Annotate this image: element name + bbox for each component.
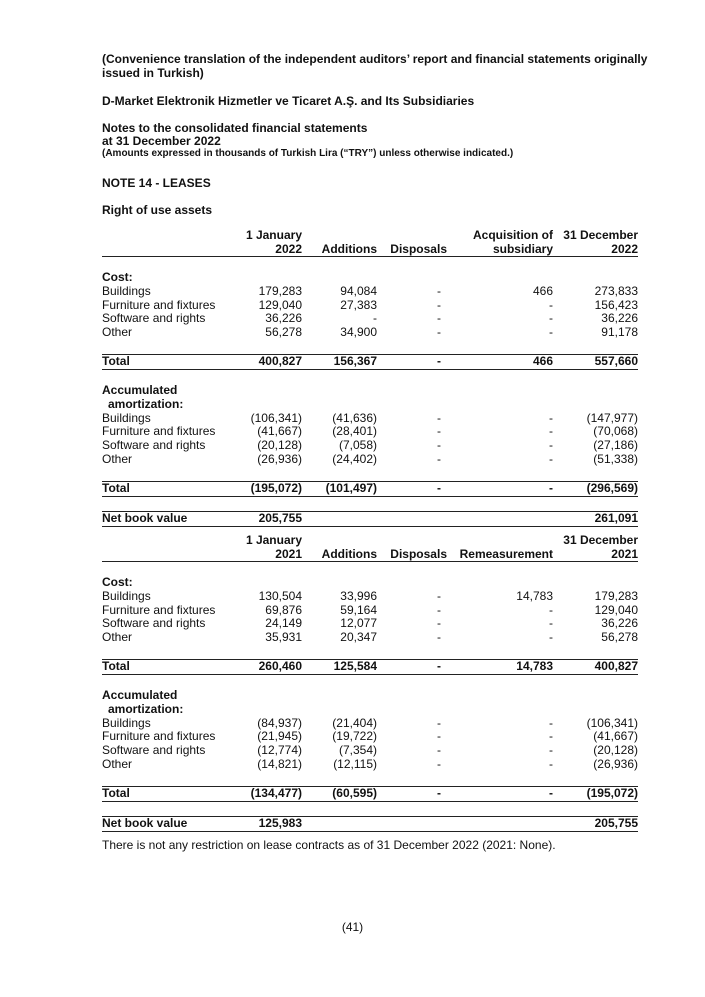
value-disposals: - <box>437 325 441 340</box>
value-col4: - <box>549 311 553 326</box>
value-disposals: - <box>437 451 441 466</box>
value-closing: (195,072) <box>553 786 638 801</box>
value-opening: 35,931 <box>265 630 302 645</box>
value-opening: 24,149 <box>265 616 302 631</box>
table-header-row <box>102 533 638 562</box>
value-disposals: - <box>437 756 441 771</box>
spacer-cell <box>102 801 638 816</box>
value-opening: 130,504 <box>258 588 302 603</box>
value-disposals: - <box>437 424 441 439</box>
value-opening: (26,936) <box>257 451 302 466</box>
table-row <box>102 312 638 326</box>
value-additions: (12,115) <box>333 756 377 771</box>
value-closing: (51,338) <box>593 451 638 466</box>
row-label: Software and rights <box>102 438 206 453</box>
value-col4: - <box>549 424 553 439</box>
table-row <box>102 786 638 801</box>
row-label: Total <box>102 354 232 369</box>
row-label: Other <box>102 451 133 466</box>
spacer-cell <box>102 496 638 511</box>
spacer-cell <box>102 340 638 355</box>
value-opening: (41,667) <box>257 424 302 439</box>
value-opening: (84,937) <box>257 715 302 730</box>
value-additions: 59,164 <box>340 602 377 617</box>
value-disposals: - <box>437 715 441 730</box>
row-label: Furniture and fixtures <box>102 602 216 617</box>
row-label: Furniture and fixtures <box>102 729 216 744</box>
value-opening: 56,278 <box>265 325 302 340</box>
spacer-row <box>102 496 638 511</box>
value-disposals: - <box>437 438 441 453</box>
net-book-value-row <box>102 816 638 831</box>
table-row <box>102 659 638 674</box>
value-opening: 125,983 <box>232 816 302 831</box>
value-opening: 129,040 <box>258 297 302 312</box>
row-label: Buildings <box>102 283 151 298</box>
page-number: (41) <box>341 920 364 934</box>
table-row <box>102 453 638 467</box>
value-disposals: - <box>437 602 441 617</box>
company-name: D-Market Elektronik Hizmetler ve Ticaret A.Ş. and Its Subsidiaries <box>102 94 475 108</box>
value-disposals: - <box>437 588 441 603</box>
value-col4: - <box>549 715 553 730</box>
row-label: Software and rights <box>102 616 206 631</box>
spacer-row <box>102 467 638 482</box>
value-closing: 261,091 <box>553 511 638 526</box>
note-title: NOTE 14 - LEASES <box>102 176 211 190</box>
row-label: Software and rights <box>102 743 206 758</box>
value-closing: (70,068) <box>593 424 638 439</box>
value-additions: (60,595) <box>302 786 377 801</box>
value-closing: (41,667) <box>593 729 638 744</box>
value-col4: - <box>549 729 553 744</box>
value-closing: (20,128) <box>593 743 638 758</box>
spacer-cell <box>102 645 638 660</box>
table-row <box>102 730 638 744</box>
table-row <box>102 631 638 645</box>
row-label: Furniture and fixtures <box>102 424 216 439</box>
row-label: Other <box>102 756 133 771</box>
value-disposals: - <box>437 311 441 326</box>
table-row <box>102 590 638 604</box>
row-label: Software and rights <box>102 311 206 326</box>
value-opening: (20,128) <box>257 438 302 453</box>
value-closing: 557,660 <box>553 354 638 369</box>
cost-section-label: Cost: <box>102 270 133 284</box>
notes-title: Notes to the consolidated financial statements <box>102 121 368 135</box>
value-closing: 36,226 <box>601 311 638 326</box>
amortization-section <box>102 689 638 703</box>
cost-section <box>102 576 638 590</box>
value-col4: - <box>549 438 553 453</box>
convenience-note: (Convenience translation of the independent auditors’ report and financial statements originally issued in Turkish) <box>102 52 648 80</box>
table-row <box>102 354 638 369</box>
row-label: Net book value <box>102 816 232 831</box>
value-disposals: - <box>437 616 441 631</box>
value-col4: 466 <box>532 283 553 298</box>
spacer-row <box>102 645 638 660</box>
row-label: Net book value <box>102 511 232 526</box>
value-additions: 20,347 <box>340 630 377 645</box>
date-line: at 31 December 2022 <box>102 134 221 148</box>
cost-section-label: Cost: <box>102 575 133 589</box>
value-opening: (134,477) <box>232 786 302 801</box>
value-opening: 179,283 <box>258 283 302 298</box>
value-col4: - <box>549 616 553 631</box>
table-row <box>102 425 638 439</box>
table-row <box>102 758 638 772</box>
amortization-label-line2: amortization: <box>108 701 184 716</box>
value-closing: 129,040 <box>594 602 638 617</box>
table-row <box>102 326 638 340</box>
spacer-row <box>102 772 638 787</box>
value-additions: (41,636) <box>332 410 377 425</box>
value-closing: 36,226 <box>601 616 638 631</box>
value-disposals: - <box>377 354 447 369</box>
spacer-row <box>102 369 638 384</box>
row-label: Furniture and fixtures <box>102 297 216 312</box>
value-additions: (21,404) <box>332 715 377 730</box>
table-row <box>102 412 638 426</box>
spacer-row <box>102 257 638 272</box>
col-header-1-january: 1 January 2022 <box>232 228 302 257</box>
value-additions: (7,058) <box>338 438 377 453</box>
value-opening: 260,460 <box>232 659 302 674</box>
value-disposals: - <box>437 283 441 298</box>
col-header-disposals: Disposals <box>377 533 447 562</box>
empty-cell <box>377 816 447 831</box>
spacer-cell <box>102 772 638 787</box>
value-opening: (21,945) <box>257 729 302 744</box>
value-closing: (26,936) <box>593 756 638 771</box>
table-row <box>102 617 638 631</box>
value-col4: 14,783 <box>516 588 553 603</box>
value-disposals: - <box>437 743 441 758</box>
value-closing: (106,341) <box>586 715 638 730</box>
value-col4: 466 <box>447 354 553 369</box>
spacer-cell <box>102 674 638 689</box>
empty-cell <box>377 511 447 526</box>
value-additions: (101,497) <box>302 481 377 496</box>
section-title: Right of use assets <box>102 203 213 217</box>
value-closing: 179,283 <box>594 588 638 603</box>
value-closing: 273,833 <box>594 283 638 298</box>
value-col4: - <box>549 325 553 340</box>
spacer-row <box>102 562 638 577</box>
value-col4: - <box>549 602 553 617</box>
table-row <box>102 717 638 731</box>
value-col4: - <box>549 410 553 425</box>
value-disposals: - <box>437 410 441 425</box>
col-header-remeasurement: Remeasurement <box>447 533 553 562</box>
row-label: Total <box>102 659 232 674</box>
value-opening: (12,774) <box>257 743 302 758</box>
value-disposals: - <box>377 659 447 674</box>
value-additions: 156,367 <box>302 354 377 369</box>
col-header-additions: Additions <box>302 533 377 562</box>
value-additions: 34,900 <box>340 325 377 340</box>
value-opening: 205,755 <box>232 511 302 526</box>
value-closing: 91,178 <box>601 325 638 340</box>
value-additions: 94,084 <box>340 283 377 298</box>
cost-section <box>102 271 638 285</box>
amortization-section-line2 <box>102 703 638 717</box>
col-header-31-december: 31 December 2021 <box>553 533 638 562</box>
empty-cell <box>447 511 553 526</box>
table-row <box>102 285 638 299</box>
amounts-note: (Amounts expressed in thousands of Turkish Lira (“TRY”) unless otherwise indicated.) <box>102 148 514 159</box>
amortization-section <box>102 384 638 398</box>
value-opening: (195,072) <box>232 481 302 496</box>
value-opening: (106,341) <box>250 410 302 425</box>
value-closing: (27,186) <box>593 438 638 453</box>
row-label: Buildings <box>102 410 151 425</box>
amortization-section-label: Accumulated <box>102 687 178 702</box>
value-additions: (28,401) <box>332 424 377 439</box>
value-col4: - <box>549 630 553 645</box>
value-additions: (19,722) <box>332 729 377 744</box>
value-disposals: - <box>377 481 447 496</box>
table-row <box>102 744 638 758</box>
value-opening: 400,827 <box>232 354 302 369</box>
row-label: Other <box>102 325 133 340</box>
col-header-disposals: Disposals <box>377 228 447 257</box>
value-col4: - <box>447 786 553 801</box>
spacer-cell <box>102 562 638 577</box>
spacer-cell <box>102 257 638 272</box>
amortization-section-label: Accumulated <box>102 382 178 397</box>
value-additions: 27,383 <box>340 297 377 312</box>
value-col4: 14,783 <box>447 659 553 674</box>
footer-note: There is not any restriction on lease contracts as of 31 December 2022 (2021: None). <box>102 838 556 852</box>
value-additions: (24,402) <box>332 451 377 466</box>
lease-table-2022 <box>102 228 638 527</box>
value-closing: 400,827 <box>553 659 638 674</box>
value-additions: 33,996 <box>340 588 377 603</box>
value-closing: 56,278 <box>601 630 638 645</box>
value-additions: (7,354) <box>338 743 377 758</box>
spacer-row <box>102 801 638 816</box>
col-header-1-january: 1 January 2021 <box>232 533 302 562</box>
empty-cell <box>302 816 377 831</box>
value-closing: 205,755 <box>553 816 638 831</box>
value-additions: - <box>373 311 377 326</box>
table-row <box>102 604 638 618</box>
col-header-additions: Additions <box>302 228 377 257</box>
spacer-cell <box>102 369 638 384</box>
value-closing: (296,569) <box>553 481 638 496</box>
value-col4: - <box>549 756 553 771</box>
row-label: Total <box>102 481 232 496</box>
row-label: Total <box>102 786 232 801</box>
value-disposals: - <box>437 297 441 312</box>
value-additions: 12,077 <box>340 616 377 631</box>
col-header-31-december: 31 December 2022 <box>553 228 638 257</box>
col-header-acquisition: Acquisition of subsidiary <box>447 228 553 257</box>
empty-cell <box>447 816 553 831</box>
value-disposals: - <box>437 729 441 744</box>
spacer-row <box>102 340 638 355</box>
value-disposals: - <box>377 786 447 801</box>
table-header-row <box>102 228 638 257</box>
value-col4: - <box>549 743 553 758</box>
net-book-value-row <box>102 511 638 526</box>
value-closing: (147,977) <box>586 410 638 425</box>
row-label: Buildings <box>102 715 151 730</box>
value-opening: (14,821) <box>257 756 302 771</box>
empty-cell <box>302 511 377 526</box>
value-opening: 36,226 <box>265 311 302 326</box>
amortization-section-line2 <box>102 398 638 412</box>
table-row <box>102 481 638 496</box>
spacer-row <box>102 674 638 689</box>
value-disposals: - <box>437 630 441 645</box>
table-row <box>102 439 638 453</box>
spacer-cell <box>102 467 638 482</box>
table-row <box>102 299 638 313</box>
value-closing: 156,423 <box>594 297 638 312</box>
amortization-label-line2: amortization: <box>108 396 184 411</box>
lease-table-2021 <box>102 533 638 832</box>
value-opening: 69,876 <box>265 602 302 617</box>
value-col4: - <box>447 481 553 496</box>
value-col4: - <box>549 451 553 466</box>
value-additions: 125,584 <box>302 659 377 674</box>
value-col4: - <box>549 297 553 312</box>
row-label: Other <box>102 630 133 645</box>
row-label: Buildings <box>102 588 151 603</box>
